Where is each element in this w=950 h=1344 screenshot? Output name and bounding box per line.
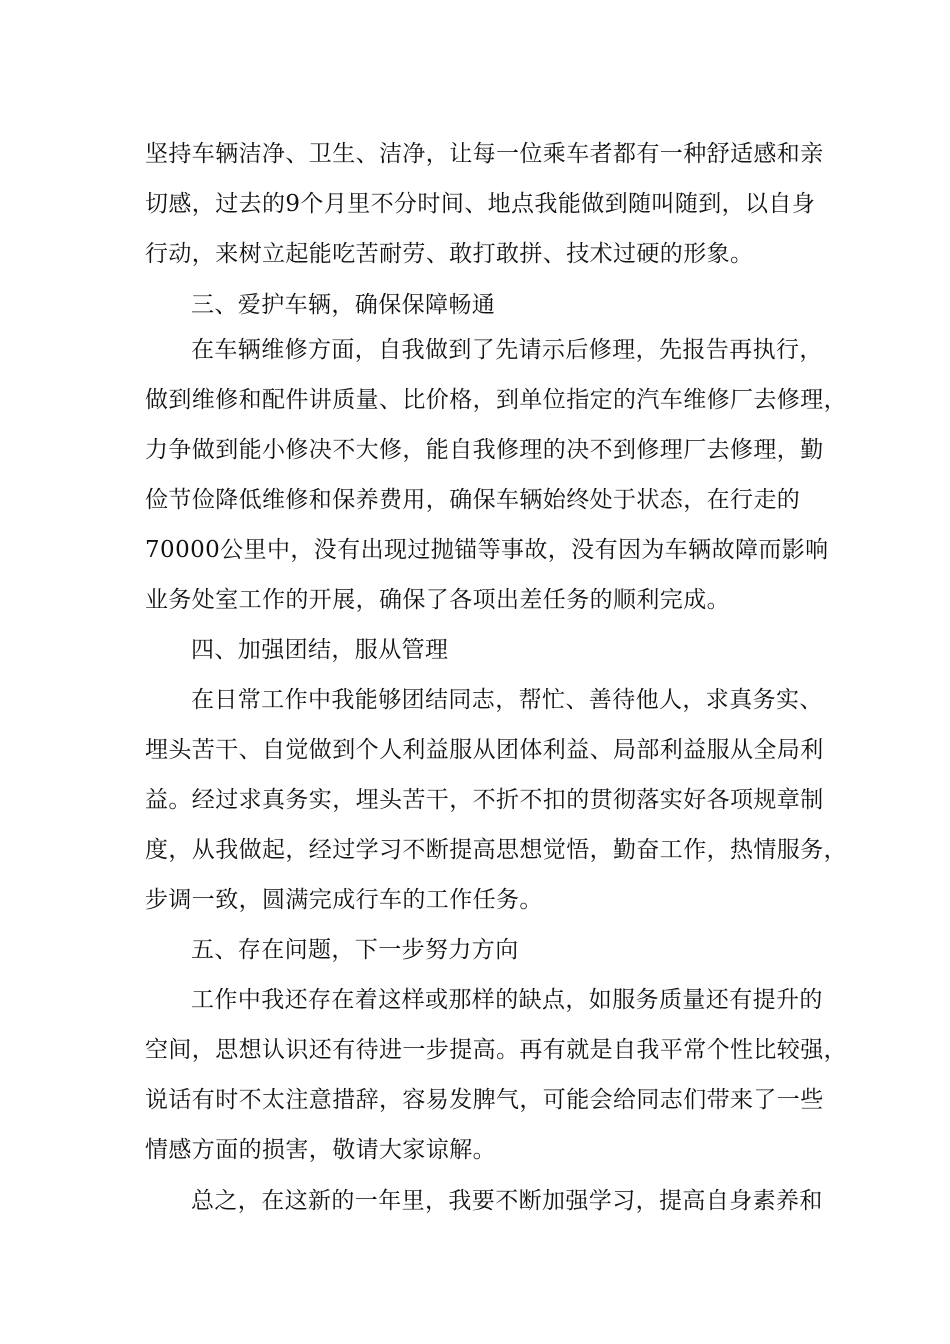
text-line: 70000公里中，没有出现过抛锚等事故，没有因为车辆故障而影响 — [145, 537, 829, 563]
section-heading: 三、爱护车辆，确保保障畅通 — [191, 292, 496, 318]
text-line: 坚持车辆洁净、卫生、洁净，让每一位乘车者都有一种舒适感和亲 — [145, 141, 824, 167]
text-line: 俭节俭降低维修和保养费用，确保车辆始终处于状态，在行走的 — [145, 487, 801, 513]
text-line: 业务处室工作的开展，确保了各项出差任务的顺利完成。 — [145, 587, 730, 613]
text-line: 在日常工作中我能够团结同志，帮忙、善待他人，求真务实、 — [191, 687, 823, 713]
text-line: 度，从我做起，经过学习不断提高思想觉悟，勤奋工作，热情服务， — [145, 837, 847, 863]
text-line: 切感，过去的9个月里不分时间、地点我能做到随叫随到，以自身 — [145, 191, 816, 217]
text-line: 益。经过求真务实，埋头苦干，不折不扣的贯彻落实好各项规章制 — [145, 787, 824, 813]
text-line: 在车辆维修方面，自我做到了先请示后修理，先报告再执行， — [191, 337, 823, 363]
text-line: 步调一致，圆满完成行车的工作任务。 — [145, 887, 543, 913]
text-line: 力争做到能小修决不大修，能自我修理的决不到修理厂去修理，勤 — [145, 437, 824, 463]
section-heading: 四、加强团结，服从管理 — [191, 637, 449, 663]
text-line: 行动，来树立起能吃苦耐劳、敢打敢拼、技术过硬的形象。 — [145, 241, 754, 267]
text-line: 总之，在这新的一年里，我要不断加强学习，提高自身素养和 — [191, 1188, 823, 1214]
text-line: 工作中我还存在着这样或那样的缺点，如服务质量还有提升的 — [191, 987, 823, 1013]
text-line: 埋头苦干、自觉做到个人利益服从团体利益、局部利益服从全局利 — [145, 737, 824, 763]
section-heading: 五、存在问题，下一步努力方向 — [191, 937, 519, 963]
text-line: 说话有时不太注意措辞，容易发脾气，可能会给同志们带来了一些 — [145, 1087, 824, 1113]
text-line: 做到维修和配件讲质量、比价格，到单位指定的汽车维修厂去修理， — [145, 387, 847, 413]
text-line: 空间，思想认识还有待进一步提高。再有就是自我平常个性比较强， — [145, 1037, 847, 1063]
text-line: 情感方面的损害，敬请大家谅解。 — [145, 1137, 496, 1163]
